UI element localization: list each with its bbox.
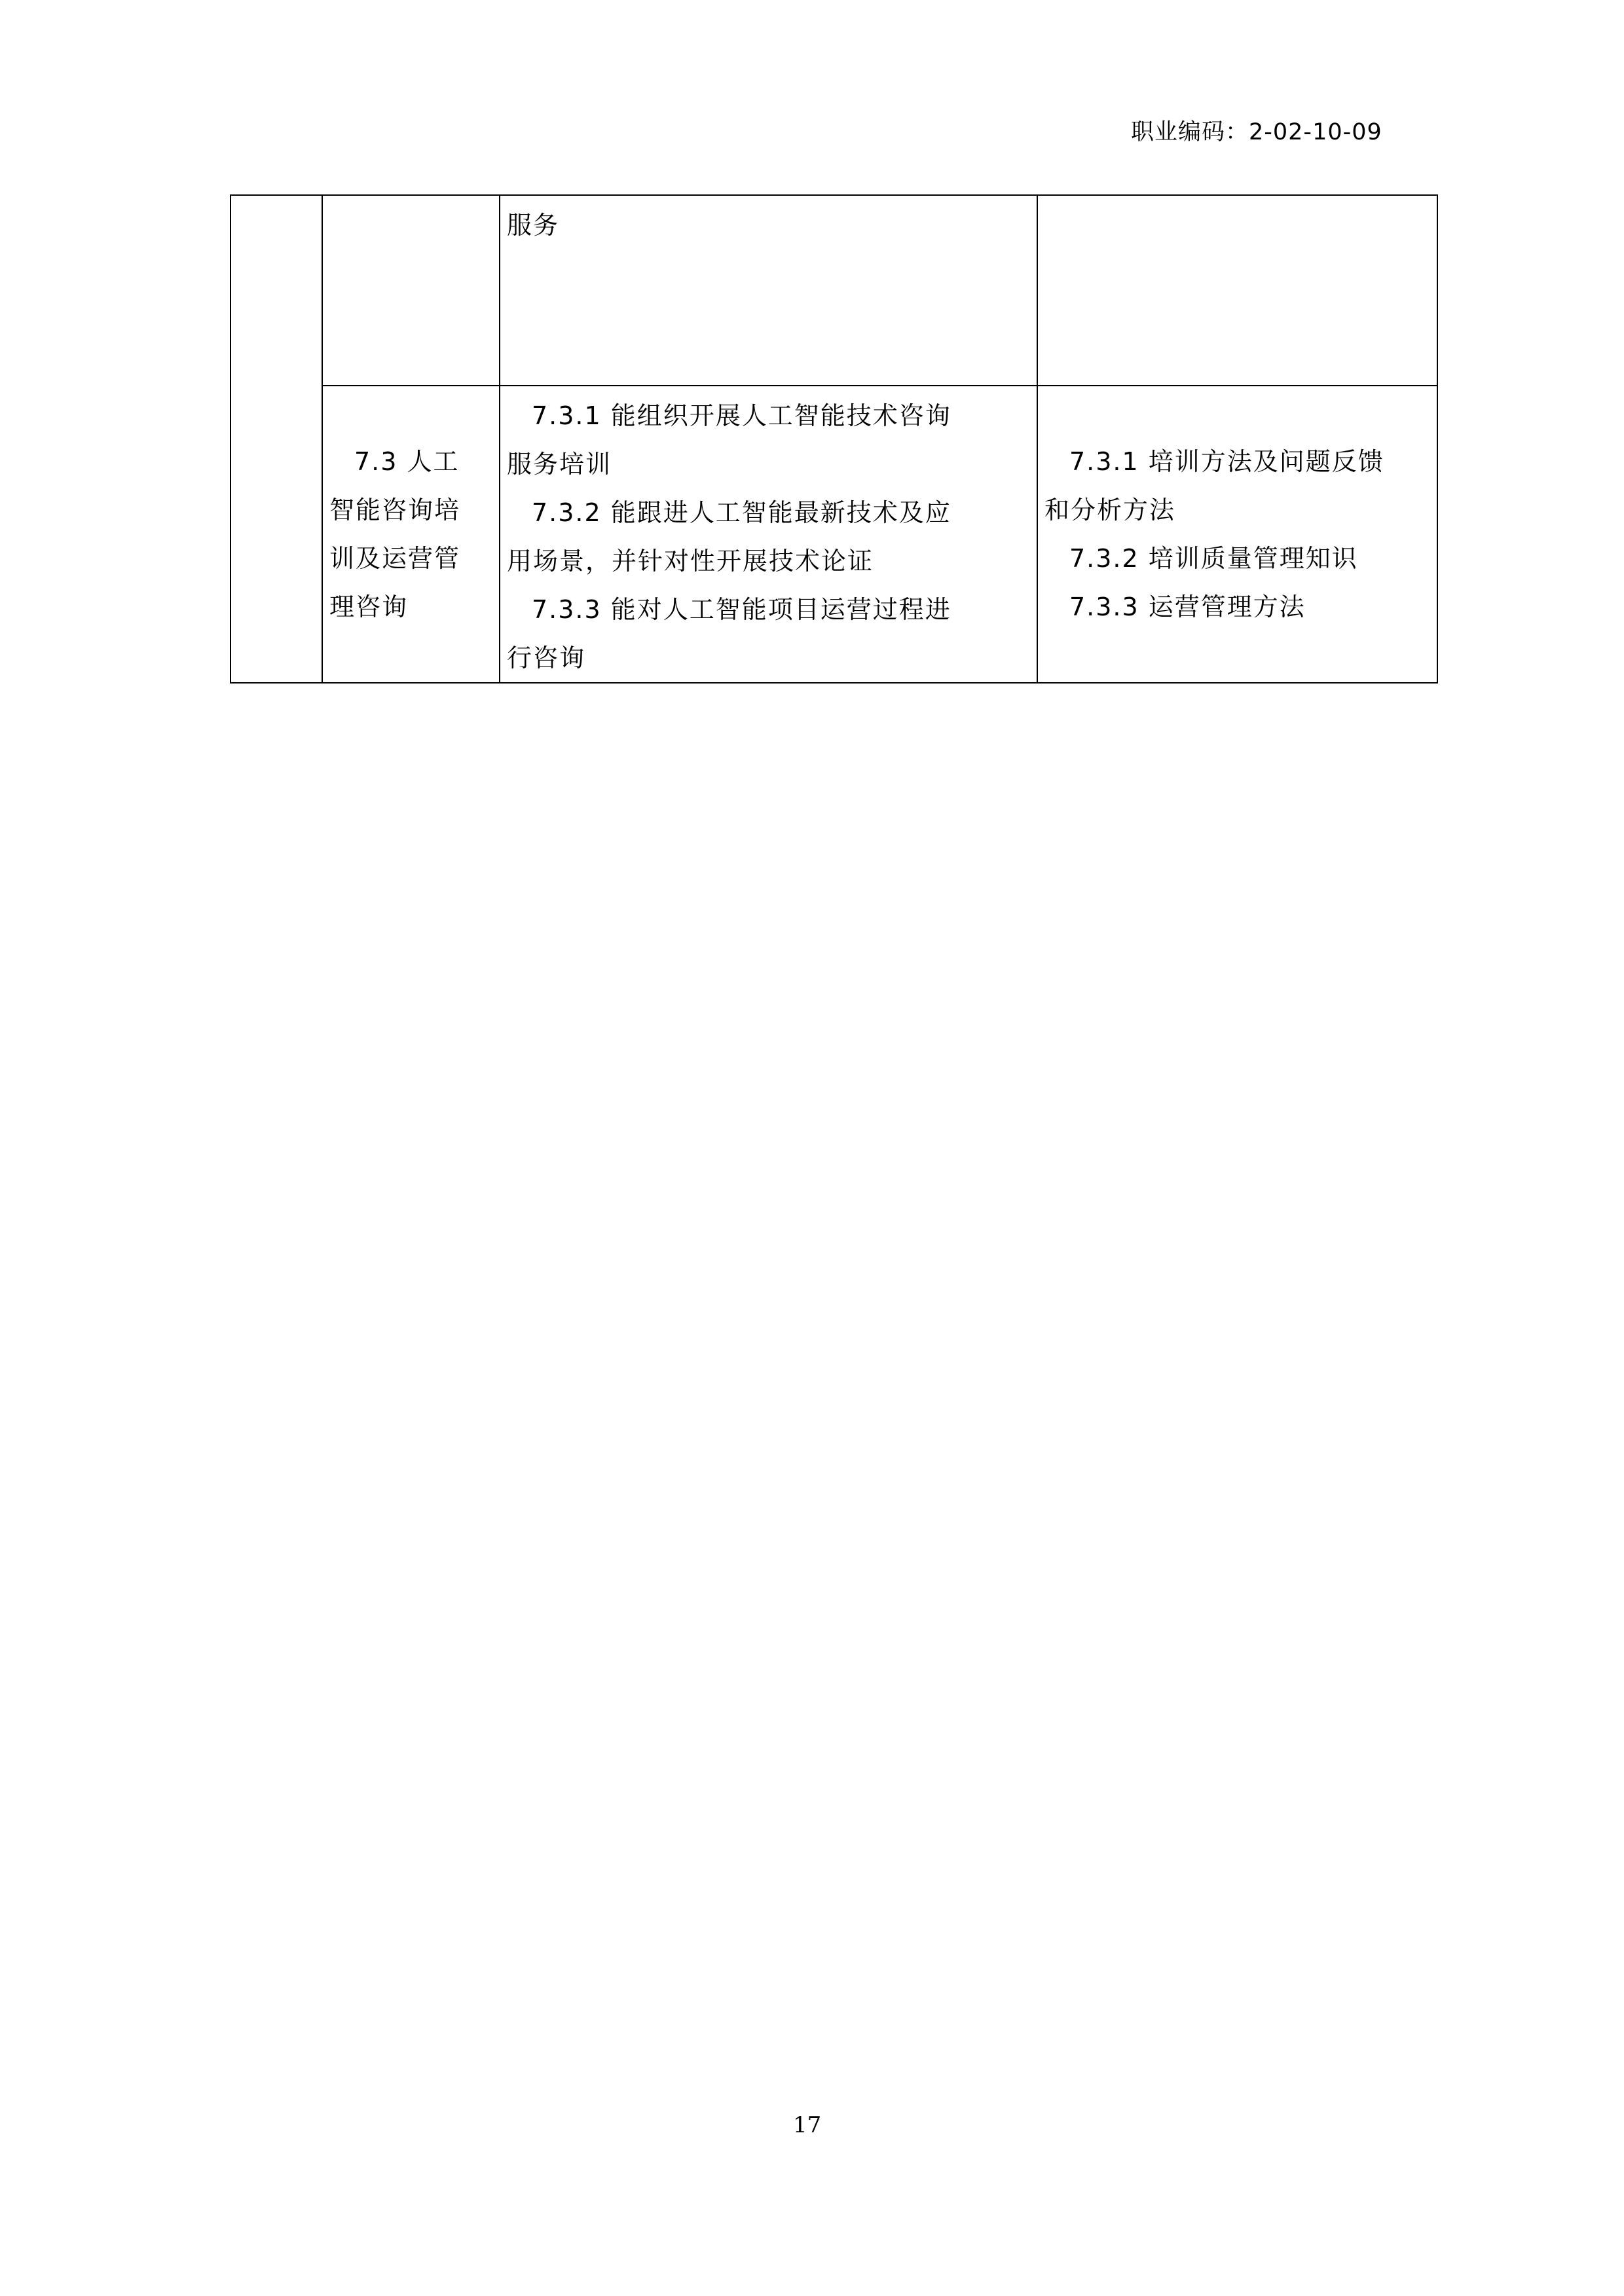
skill-line: 7.3.3 能对人工智能项目运营过程进 [532,595,951,624]
knowledge-line: 和分析方法 [1044,496,1176,524]
skill-line: 行咨询 [507,644,586,672]
page-number: 17 [793,2112,822,2138]
work-unit-cell [322,386,500,683]
level-cell [231,195,322,683]
knowledge-cell-empty [1037,195,1437,386]
skill-requirements-table [230,194,1438,683]
skill-cell [500,195,1037,386]
knowledge-line: 7.3.2 培训质量管理知识 [1069,544,1358,573]
unit-title-line: 训及运营管 [329,544,461,573]
knowledge-line: 7.3.3 运营管理方法 [1069,592,1306,621]
unit-title-line: 理咨询 [329,592,409,621]
skill-line: 7.3.1 能组织开展人工智能技术咨询 [532,401,951,430]
continuation-row [231,195,1437,386]
skill-line: 7.3.2 能跟进人工智能最新技术及应 [532,498,951,527]
unit-7-3-row [231,386,1437,683]
skill-line: 服务 [507,211,560,240]
related-knowledge-cell [1037,386,1437,683]
skill-line: 服务培训 [507,450,612,479]
unit-cell-empty [322,195,500,386]
skill-line: 用场景，并针对性开展技术论证 [507,547,874,575]
unit-title-line: 智能咨询培 [329,496,461,524]
unit-title-line: 7.3 人工 [354,447,460,476]
knowledge-line: 7.3.1 培训方法及问题反馈 [1069,447,1384,476]
skill-requirements-cell [500,386,1037,683]
occupation-code-header: 职业编码：2-02-10-09 [1131,119,1382,145]
